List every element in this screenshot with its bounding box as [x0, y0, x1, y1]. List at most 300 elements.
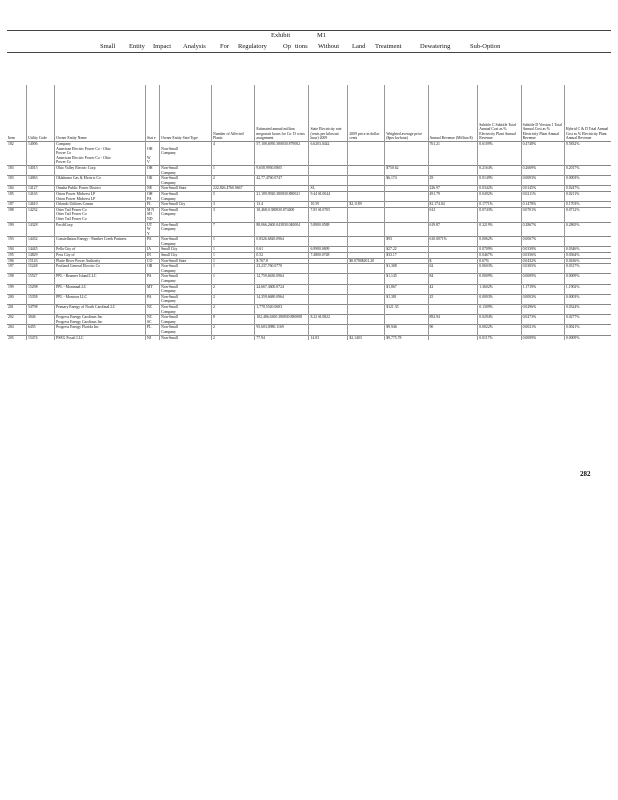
cell-h: 0.0211%	[564, 191, 611, 201]
cell-rev: $	[428, 258, 478, 264]
cell-code: 14829	[26, 253, 54, 259]
cell-price	[348, 315, 385, 325]
cell-price: $0.0780$201.20	[348, 258, 385, 264]
cell-rate	[309, 325, 348, 335]
cell-mwh: 0.52	[255, 253, 309, 259]
cell-plants: 5	[212, 191, 255, 201]
cell-size: Non-Small Company	[160, 222, 212, 237]
cell-price	[348, 274, 385, 284]
cell-item: 194	[7, 247, 26, 253]
cell-wavg: $1,308	[385, 264, 428, 274]
cell-price	[348, 222, 385, 237]
cell-rate	[309, 176, 348, 186]
cell-c: 0.3219%	[478, 222, 521, 237]
cell-item: 197	[7, 264, 26, 274]
column-header: Owner Entity Size/Type	[160, 85, 212, 142]
column-header: Annual Revenue (Million $)	[428, 85, 478, 142]
cell-rev: 25	[428, 294, 478, 304]
cell-rate: 7.4800.0748	[309, 253, 348, 259]
cell-h: 0.0003%	[564, 176, 611, 186]
cell-wavg: $93	[385, 237, 428, 247]
cell-c: 0.0062%	[478, 237, 521, 247]
cell-rev	[428, 305, 478, 315]
cell-mwh: 24,667,3600.0724	[255, 284, 309, 294]
cell-name: Orion Power Midwest LP Orion Power Midwest LP	[55, 191, 146, 201]
cell-rev: $1,174.04	[428, 202, 478, 208]
cell-name: Otter Tail Power Co Otter Tail Power Co Otter Tail Power Co	[55, 207, 146, 222]
cell-state: NE	[146, 186, 160, 192]
cell-d: 1.1719%	[521, 284, 564, 294]
cell-wavg: $121.35	[385, 305, 428, 315]
header-rule	[7, 52, 611, 53]
cell-mwh: 77.94	[255, 335, 309, 340]
cell-code: 3046	[26, 315, 54, 325]
cell-wavg	[385, 315, 428, 325]
title-word: For	[220, 43, 230, 50]
cell-item: 199	[7, 284, 26, 294]
cell-plants: 1	[212, 258, 255, 264]
cell-size: Non-Small State	[160, 258, 212, 264]
cell-size: Small City	[160, 253, 212, 259]
cell-rev: 610.0071%	[428, 237, 478, 247]
column-header: Hybrid C & D Total Annual Cost as % Electricity Plant Annual Revenue	[564, 85, 611, 142]
cell-code: 15248	[26, 264, 54, 274]
cell-c: 1.3602%	[478, 284, 521, 294]
cell-h: 0.5832%	[564, 142, 611, 166]
cell-wavg	[385, 222, 428, 237]
cell-size: Non-Small City	[160, 202, 212, 208]
title-word: Regulatory	[238, 43, 267, 50]
cell-state: PA	[146, 274, 160, 284]
cell-name: Ohio Valley Electric Corp	[55, 165, 146, 175]
cell-price	[348, 305, 385, 315]
cell-h: 1.1902%	[564, 284, 611, 294]
cell-item: 205	[7, 335, 26, 340]
cell-rate	[309, 284, 348, 294]
cell-c: 0.1309%	[478, 305, 521, 315]
cell-state: IA	[146, 247, 160, 253]
cell-rev: 90	[428, 325, 478, 335]
cell-name: Orlando Utilities Comm	[55, 202, 146, 208]
table-row	[7, 264, 611, 274]
cell-wavg: $9,775.78	[385, 335, 428, 340]
cell-h: 0.0364%	[564, 253, 611, 259]
column-header: State Electricity rate (cents per kilowatt hour) 2009	[309, 85, 348, 142]
cell-item: 195	[7, 253, 26, 259]
title-word: Analysis	[183, 43, 206, 50]
title-word: Treatment	[375, 43, 402, 50]
cell-rate: 5.8800.0588	[309, 222, 348, 237]
cell-h: 0.0277%	[564, 315, 611, 325]
cell-name: Progress Energy Florida Inc	[55, 325, 146, 335]
cell-item: 190	[7, 222, 26, 237]
cell-code: 14063	[26, 176, 54, 186]
cell-rate: 8.22 SI.0822	[309, 315, 348, 325]
cell-d: 0.0003%	[521, 176, 564, 186]
table-row	[7, 325, 611, 335]
cell-d: 0.2867%	[521, 222, 564, 237]
cell-mwh: 14,359,6680.0964	[255, 294, 309, 304]
cell-c: 0.6109%	[478, 142, 521, 166]
cell-price: $2,1189	[348, 202, 385, 208]
cell-item: 200	[7, 294, 26, 304]
cell-h: 0.2865%	[564, 222, 611, 237]
cell-name: Primary Energy of North CarolinaLLC	[55, 305, 146, 315]
header-row	[7, 85, 611, 142]
cell-c: 0.0022%	[478, 325, 521, 335]
cell-name: Platte River Power Authority	[55, 258, 146, 264]
column-header: Number of Affected Plants	[212, 85, 255, 142]
cell-c: 0.2164%	[478, 165, 521, 175]
column-header: Utility Code	[26, 85, 54, 142]
cell-item: 204	[7, 325, 26, 335]
cell-size: Non-Small Company	[160, 315, 212, 325]
cell-mwh: 95,603,0980.1169	[255, 325, 309, 335]
cell-rate: SI,	[309, 186, 348, 192]
cell-state: IN	[146, 253, 160, 259]
cell-name: Progress Energy Carolinas Inc Progress Energy Carolinas Inc	[55, 315, 146, 325]
table-row	[7, 222, 611, 237]
cell-size: Non-Small Company	[160, 165, 212, 175]
exhibit-label: Exhibit	[271, 32, 291, 39]
cell-size: Non-Small Company	[160, 325, 212, 335]
cell-h: 0.0346%	[564, 247, 611, 253]
cell-state: PA	[146, 294, 160, 304]
cell-plants: 222,826.4760.0667	[212, 186, 255, 192]
cell-name: PPL - MontanaLLC	[55, 284, 146, 294]
exhibit-number: M1	[317, 32, 327, 39]
cell-h: 0.0712%	[564, 207, 611, 222]
cell-rate	[309, 165, 348, 175]
cell-mwh: 57,108,6950.380830.879002	[255, 142, 309, 166]
cell-name: PPL - Montour LLC	[55, 294, 146, 304]
cell-c: 0.0149%	[478, 176, 521, 186]
cell-d: 0.0009%	[521, 335, 564, 340]
cell-price	[348, 294, 385, 304]
cell-state: OK	[146, 176, 160, 186]
cell-name: PPL - Brunner Island LLC	[55, 274, 146, 284]
cell-state: FL	[146, 325, 160, 335]
cell-plants: 2	[212, 284, 255, 294]
data-table	[7, 85, 611, 340]
cell-rev	[428, 335, 478, 340]
cell-state: NC SC	[146, 315, 160, 325]
cell-size: Non-Small Company	[160, 237, 212, 247]
cell-d: 0.0356%	[521, 253, 564, 259]
cell-size: Non-Small Company	[160, 284, 212, 294]
cell-code: 14432	[26, 237, 54, 247]
cell-code: 6455	[26, 325, 54, 335]
cell-price	[348, 284, 385, 294]
cell-h: 0.0436%	[564, 258, 611, 264]
table-row	[7, 191, 611, 201]
cell-wavg	[385, 207, 428, 222]
cell-h: 0.0009%	[564, 274, 611, 284]
title-word: Land	[352, 43, 366, 50]
cell-price	[348, 264, 385, 274]
cell-plants: 3	[212, 202, 255, 208]
table-row	[7, 237, 611, 247]
cell-rate	[309, 264, 348, 274]
cell-state: NC	[146, 305, 160, 315]
cell-h: 0.0021%	[564, 325, 611, 335]
cell-mwh: $.767.8	[255, 258, 309, 264]
cell-rev: 491.79	[428, 191, 478, 201]
table-row	[7, 274, 611, 284]
cell-plants: 1	[212, 237, 255, 247]
cell-size: Small City	[160, 247, 212, 253]
cell-d: 0.0003%	[521, 294, 564, 304]
cell-name: Peru City of	[55, 253, 146, 259]
cell-c: 0.0743%	[478, 207, 521, 222]
cell-code: 14165	[26, 191, 54, 201]
cell-wavg: $1,145	[385, 274, 428, 284]
cell-size: Non-Small Company	[160, 191, 212, 201]
cell-h: 0.0317%	[564, 264, 611, 274]
cell-code: 15474	[26, 335, 54, 340]
column-header: Weighted average price ($per kwhour)	[385, 85, 428, 142]
cell-c: 0.0492%	[478, 191, 521, 201]
title-word: Without	[318, 43, 340, 50]
cell-plants: 7	[212, 222, 255, 237]
cell-wavg: $750.62	[385, 165, 428, 175]
table-row	[7, 165, 611, 175]
cell-c: 0.0709%	[478, 247, 521, 253]
cell-rev: 42	[428, 284, 478, 294]
cell-state: PA	[146, 237, 160, 247]
cell-state: OR	[146, 264, 160, 274]
top-rule	[7, 30, 611, 31]
cell-mwh: 21,189,9920.380830.880021	[255, 191, 309, 201]
cell-mwh: 0.61	[255, 247, 309, 253]
cell-c: 0.0003%	[478, 294, 521, 304]
exhibit-title	[7, 30, 611, 52]
cell-item: 188	[7, 207, 26, 222]
cell-size: Non-Small State	[160, 186, 212, 192]
cell-code: 54798	[26, 305, 54, 315]
cell-code: 14006	[26, 142, 54, 166]
cell-h: 0.0003%	[564, 294, 611, 304]
title-word: Op	[283, 43, 291, 50]
cell-rev: 892.94	[428, 315, 478, 325]
cell-c: 0.0009%	[478, 274, 521, 284]
cell-plants: 1	[212, 253, 255, 259]
table-row	[7, 315, 611, 325]
table-row	[7, 294, 611, 304]
cell-rev: 619.87	[428, 222, 478, 237]
cell-code: 14610	[26, 202, 54, 208]
cell-rate	[309, 237, 348, 247]
cell-state: OH PA	[146, 191, 160, 201]
cell-mwh: 10,468,0.380830.874400	[255, 207, 309, 222]
column-header: Estimated annual million megawatt hours for Co. D crisis assignment	[255, 85, 309, 142]
cell-mwh: 1,778,5520.0683	[255, 305, 309, 315]
cell-h: 0.0009%	[564, 335, 611, 340]
cell-size: Non-Small Company	[160, 305, 212, 315]
cell-price	[348, 176, 385, 186]
cell-item: 183	[7, 165, 26, 175]
cell-wavg	[385, 142, 428, 166]
cell-size: Non-Small	[160, 335, 212, 340]
cell-d: 0.0432%	[521, 258, 564, 264]
cell-d: 0.2669%	[521, 165, 564, 175]
cell-state: NJ	[146, 335, 160, 340]
cell-wavg: $33.17	[385, 253, 428, 259]
cell-price	[348, 165, 385, 175]
cell-state: MT	[146, 284, 160, 294]
document-page	[7, 30, 611, 478]
cell-plants: 1	[212, 165, 255, 175]
cell-wavg	[385, 191, 428, 201]
cell-rate: 14.03	[309, 335, 348, 340]
cell-plants: 1	[212, 264, 255, 274]
cell-rate: 7.05 SI.0705	[309, 207, 348, 222]
cell-code: 14015	[26, 165, 54, 175]
cell-c: 0.0294%	[478, 315, 521, 325]
cell-rate: 10.59	[309, 202, 348, 208]
cell-c: 0.0117%	[478, 335, 521, 340]
cell-plants: 8	[212, 315, 255, 325]
cell-h	[564, 237, 611, 247]
cell-d: 0.0145%	[521, 186, 564, 192]
cell-size: Non-Small Company	[160, 176, 212, 186]
cell-price: $2,1403	[348, 335, 385, 340]
title-word: Entity	[129, 43, 145, 50]
cell-rate: 9.44 SI.0044	[309, 191, 348, 201]
cell-item: 202	[7, 315, 26, 325]
cell-item: 184	[7, 186, 26, 192]
cell-plants: 2	[212, 305, 255, 315]
table-row	[7, 207, 611, 222]
title-word: Impact	[153, 43, 172, 50]
cell-name: Portland General Electric Co	[55, 264, 146, 274]
cell-h: 0.0247%	[564, 186, 611, 192]
cell-d: 0.4748%	[521, 142, 564, 166]
cell-wavg: $6,174	[385, 176, 428, 186]
cell-price	[348, 142, 385, 166]
page-number: 282	[580, 470, 591, 478]
cell-d: 0.0067%	[521, 237, 564, 247]
cell-d: 0.0305%	[521, 264, 564, 274]
cell-name: PSEG Fossil LLC	[55, 335, 146, 340]
cell-plants: 2	[212, 294, 255, 304]
cell-code: 14328	[26, 222, 54, 237]
cell-code: 15527	[26, 274, 54, 284]
title-word: Sub-Option	[470, 43, 501, 50]
cell-plants: 3	[212, 207, 255, 222]
table-row	[7, 176, 611, 186]
column-header: Subtitle D Version 1 Total Annual Cost as % Electricity Plant Annual Revenue	[521, 85, 564, 142]
cell-code: 14232	[26, 207, 54, 222]
column-header: Item	[8, 136, 15, 141]
cell-price	[348, 191, 385, 201]
title-word: tions	[295, 43, 308, 50]
cell-item: 187	[7, 202, 26, 208]
cell-mwh: 13.4	[255, 202, 309, 208]
cell-wavg: $1,381	[385, 294, 428, 304]
cell-wavg: $9,946	[385, 325, 428, 335]
cell-d: 0.0273%	[521, 315, 564, 325]
cell-size: Non-Small Company	[160, 142, 212, 166]
cell-d: 0.0701%	[521, 207, 564, 222]
cell-mwh: 42,77,4760.0747	[255, 176, 309, 186]
cell-rate	[309, 274, 348, 284]
cell-mwh: 102,486,6300.380830.880088	[255, 315, 309, 325]
cell-d: 0.0339%	[521, 247, 564, 253]
cell-plants: 2	[212, 176, 255, 186]
cell-item: 193	[7, 237, 26, 247]
cell-mwh: 23,237,760.0770	[255, 264, 309, 274]
cell-wavg: $27.22	[385, 247, 428, 253]
cell-code: 14445	[26, 247, 54, 253]
cell-d: 0.0211%	[521, 191, 564, 201]
cell-name: Company American Electric Power Co - Ohio Power Co American Electric Power Co - Ohio Power Co	[55, 142, 146, 166]
cell-rate: 6.6203.0442	[309, 142, 348, 166]
table-row	[7, 142, 611, 166]
table-row	[7, 305, 611, 315]
cell-h: 0.1703%	[564, 202, 611, 208]
column-header: 2009 price in dollar cents	[348, 85, 385, 142]
cell-state: OH W V	[146, 142, 160, 166]
cell-item: 196	[7, 258, 26, 264]
cell-h: 0.0324%	[564, 305, 611, 315]
cell-size: Non-Small Company	[160, 207, 212, 222]
cell-rev: 62	[428, 264, 478, 274]
cell-size: Non-Small Company	[160, 274, 212, 284]
cell-code: 14127	[26, 186, 54, 192]
cell-c: 0.67%	[478, 258, 521, 264]
cell-plants: 2	[212, 335, 255, 340]
title-word: Dewatering	[420, 43, 451, 50]
title-word: Small	[100, 43, 116, 50]
cell-state: OH	[146, 165, 160, 175]
cell-c: 0.1771%	[478, 202, 521, 208]
cell-plants: 2	[212, 325, 255, 335]
cell-rate	[309, 294, 348, 304]
cell-d: 0.0021%	[521, 325, 564, 335]
cell-rev: 84	[428, 274, 478, 284]
cell-price	[348, 237, 385, 247]
cell-item: 198	[7, 274, 26, 284]
cell-item: 182	[7, 142, 26, 166]
cell-d: 0.0009%	[521, 274, 564, 284]
column-header: Subtitle C Subtitle Total Annual Cost as % Electricity Plant Annual Revenue	[478, 85, 521, 142]
cell-code: 15143	[26, 258, 54, 264]
cell-state: UT W Y	[146, 222, 160, 237]
cell-name: Oklahoma Gas & Electric Co	[55, 176, 146, 186]
table-row	[7, 335, 611, 340]
cell-name: Pella City of	[55, 247, 146, 253]
cell-c: 0.0342%	[478, 186, 521, 192]
cell-d: 0.0296%	[521, 305, 564, 315]
cell-plants: 4	[212, 142, 255, 166]
cell-mwh: 9,658,9950.0805	[255, 165, 309, 175]
cell-mwh: 88,066,2600.043830.040004	[255, 222, 309, 237]
cell-rate: 6.9900.0699	[309, 247, 348, 253]
cell-name: Constellation Energy - Panther Creek Partners	[55, 237, 146, 247]
cell-c: 0.0603%	[478, 264, 521, 274]
cell-plants: 1	[212, 247, 255, 253]
cell-code: 15298	[26, 284, 54, 294]
cell-item: 185	[7, 191, 26, 201]
cell-rev: 226.97	[428, 186, 478, 192]
cell-mwh: 12,759,6630.0964	[255, 274, 309, 284]
cell-state: FL	[146, 202, 160, 208]
cell-item: 183	[7, 176, 26, 186]
cell-plants: 1	[212, 274, 255, 284]
cell-h: 0.2017%	[564, 165, 611, 175]
cell-code: 15358	[26, 294, 54, 304]
